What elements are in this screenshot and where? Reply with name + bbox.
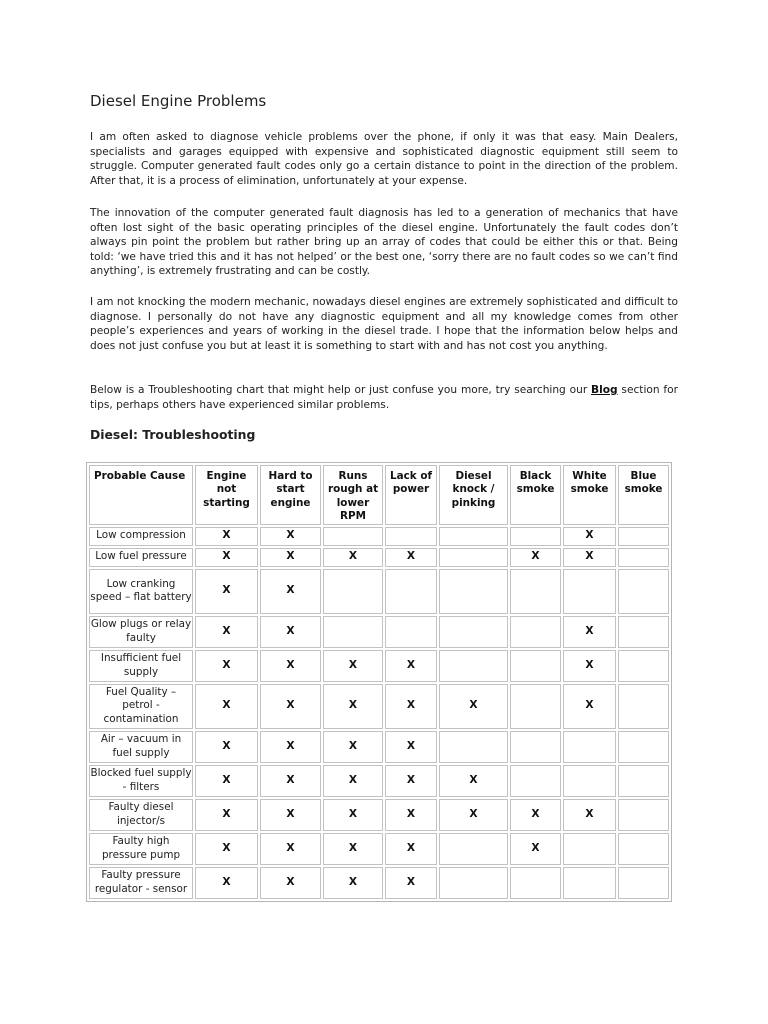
symptom-cell: [618, 650, 669, 682]
symptom-cell: [510, 867, 561, 899]
symptom-cell: [439, 616, 508, 648]
symptom-cell: X: [260, 867, 321, 899]
cause-cell: Insufficient fuel supply: [89, 650, 193, 682]
header-cell: Probable Cause: [89, 465, 193, 525]
header-cell: Diesel knock / pinking: [439, 465, 508, 525]
chart-intro-text: Below is a Troubleshooting chart that might help or just confuse you more, try searching our: [90, 384, 592, 396]
table-row: [89, 765, 669, 797]
symptom-cell: [563, 867, 616, 899]
symptom-cell: [510, 569, 561, 614]
symptom-cell: [618, 616, 669, 648]
symptom-cell: [439, 731, 508, 763]
symptom-cell: X: [195, 527, 258, 546]
symptom-cell: [510, 616, 561, 648]
symptom-cell: X: [385, 731, 437, 763]
symptom-cell: X: [260, 569, 321, 614]
symptom-cell: [510, 731, 561, 763]
symptom-cell: X: [510, 833, 561, 865]
symptom-cell: X: [195, 569, 258, 614]
symptom-cell: [439, 833, 508, 865]
symptom-cell: [439, 650, 508, 682]
symptom-cell: X: [323, 867, 383, 899]
header-cell: Black smoke: [510, 465, 561, 525]
table-row: [89, 548, 669, 567]
symptom-cell: X: [385, 765, 437, 797]
cause-cell: Faulty pressure regulator - sensor: [89, 867, 193, 899]
symptom-cell: X: [260, 616, 321, 648]
symptom-cell: X: [385, 799, 437, 831]
symptom-cell: [510, 650, 561, 682]
symptom-cell: [618, 684, 669, 729]
symptom-cell: [439, 548, 508, 567]
symptom-cell: [563, 765, 616, 797]
symptom-cell: X: [510, 799, 561, 831]
symptom-cell: X: [323, 684, 383, 729]
symptom-cell: X: [260, 548, 321, 567]
symptom-cell: [618, 799, 669, 831]
troubleshooting-table: [86, 462, 672, 902]
symptom-cell: X: [323, 731, 383, 763]
symptom-cell: X: [260, 731, 321, 763]
table-body: [89, 527, 669, 899]
symptom-cell: X: [195, 650, 258, 682]
blog-link[interactable]: Blog: [591, 384, 618, 396]
symptom-cell: X: [260, 833, 321, 865]
symptom-cell: X: [195, 867, 258, 899]
cause-cell: Fuel Quality – petrol - contamination: [89, 684, 193, 729]
symptom-cell: [385, 569, 437, 614]
table-row: [89, 684, 669, 729]
symptom-cell: X: [563, 548, 616, 567]
page-title: Diesel Engine Problems: [90, 92, 267, 110]
table-row: [89, 650, 669, 682]
cause-cell: Faulty diesel injector/s: [89, 799, 193, 831]
table-header-row: [89, 465, 669, 525]
symptom-cell: X: [510, 548, 561, 567]
header-cell: Hard to start engine: [260, 465, 321, 525]
cause-cell: Low compression: [89, 527, 193, 546]
symptom-cell: X: [260, 765, 321, 797]
symptom-cell: X: [195, 765, 258, 797]
symptom-cell: X: [385, 650, 437, 682]
symptom-cell: [385, 616, 437, 648]
table-row: [89, 527, 669, 546]
symptom-cell: X: [260, 650, 321, 682]
symptom-cell: [510, 684, 561, 729]
symptom-cell: [439, 867, 508, 899]
cause-cell: Low cranking speed – flat battery: [89, 569, 193, 614]
table-row: [89, 833, 669, 865]
symptom-cell: X: [385, 684, 437, 729]
header-cell: Blue smoke: [618, 465, 669, 525]
table-row: [89, 616, 669, 648]
cause-cell: Blocked fuel supply - filters: [89, 765, 193, 797]
symptom-cell: [618, 527, 669, 546]
symptom-cell: X: [563, 527, 616, 546]
section-subtitle: Diesel: Troubleshooting: [90, 427, 256, 442]
symptom-cell: [618, 765, 669, 797]
symptom-cell: X: [323, 833, 383, 865]
symptom-cell: X: [323, 548, 383, 567]
cause-cell: Low fuel pressure: [89, 548, 193, 567]
symptom-cell: X: [439, 684, 508, 729]
symptom-cell: [563, 833, 616, 865]
chart-intro-text-end: section for tips, perhaps others have experienced similar problems.: [90, 384, 678, 411]
symptom-cell: X: [260, 684, 321, 729]
symptom-cell: X: [385, 548, 437, 567]
symptom-cell: X: [563, 616, 616, 648]
symptom-cell: X: [195, 684, 258, 729]
symptom-cell: X: [195, 833, 258, 865]
cause-cell: Faulty high pressure pump: [89, 833, 193, 865]
intro-paragraph: I am often asked to diagnose vehicle problems over the phone, if only it was that easy. Main Dealers, specialists and garages equipped with expensive and sophisticated diagnostic equipment still seem to struggle. Computer generated fault codes only go a certain distance to point in the direction of the problem. After that, it is a process of elimination, unfortunately at your expense.: [90, 131, 678, 187]
symptom-cell: X: [439, 799, 508, 831]
symptom-cell: [563, 569, 616, 614]
symptom-cell: [618, 569, 669, 614]
symptom-cell: [618, 867, 669, 899]
symptom-cell: X: [260, 527, 321, 546]
cause-cell: Glow plugs or relay faulty: [89, 616, 193, 648]
symptom-cell: [323, 616, 383, 648]
mechanic-paragraph: I am not knocking the modern mechanic, nowadays diesel engines are extremely sophisticated and difficult to diagnose. I personally do not have any diagnostic equipment and all my knowledge comes from other people’s experiences and years of working in the diesel trade. I hope that the information below helps and does not just confuse you but at least it is something to start with and has not cost you anything.: [90, 296, 678, 352]
symptom-cell: X: [260, 799, 321, 831]
symptom-cell: X: [195, 799, 258, 831]
symptom-cell: X: [195, 548, 258, 567]
symptom-cell: X: [385, 833, 437, 865]
table-row: [89, 731, 669, 763]
header-cell: Lack of power: [385, 465, 437, 525]
table-row: [89, 799, 669, 831]
symptom-cell: X: [323, 799, 383, 831]
chart-intro-paragraph: [90, 383, 678, 412]
symptom-cell: [618, 731, 669, 763]
symptom-cell: [323, 569, 383, 614]
table-row: [89, 867, 669, 899]
symptom-cell: [510, 765, 561, 797]
symptom-cell: [385, 527, 437, 546]
table-row: [89, 569, 669, 614]
symptom-cell: [618, 548, 669, 567]
symptom-cell: X: [563, 799, 616, 831]
symptom-cell: [510, 527, 561, 546]
symptom-cell: [618, 833, 669, 865]
header-cell: Runs rough at lower RPM: [323, 465, 383, 525]
cause-cell: Air – vacuum in fuel supply: [89, 731, 193, 763]
header-cell: White smoke: [563, 465, 616, 525]
symptom-cell: [439, 527, 508, 546]
symptom-cell: [439, 569, 508, 614]
symptom-cell: X: [439, 765, 508, 797]
symptom-cell: X: [195, 616, 258, 648]
symptom-cell: X: [323, 765, 383, 797]
symptom-cell: X: [563, 684, 616, 729]
header-cell: Engine not starting: [195, 465, 258, 525]
symptom-cell: X: [385, 867, 437, 899]
symptom-cell: [323, 527, 383, 546]
diagnosis-paragraph: The innovation of the computer generated fault diagnosis has led to a generation of mechanics that have often lost sight of the basic operating principles of the diesel engine. Unfortunately the fault codes don’t always pin point the problem but rather bring up an array of codes that could be either this or that. Being told: ‘we have tried this and it has not helped’ or the best one, ‘sorry there are no fault codes so we can’t find anything’, is extremely frustrating and can be costly.: [90, 207, 678, 278]
symptom-cell: X: [323, 650, 383, 682]
symptom-cell: X: [563, 650, 616, 682]
symptom-cell: [563, 731, 616, 763]
symptom-cell: X: [195, 731, 258, 763]
